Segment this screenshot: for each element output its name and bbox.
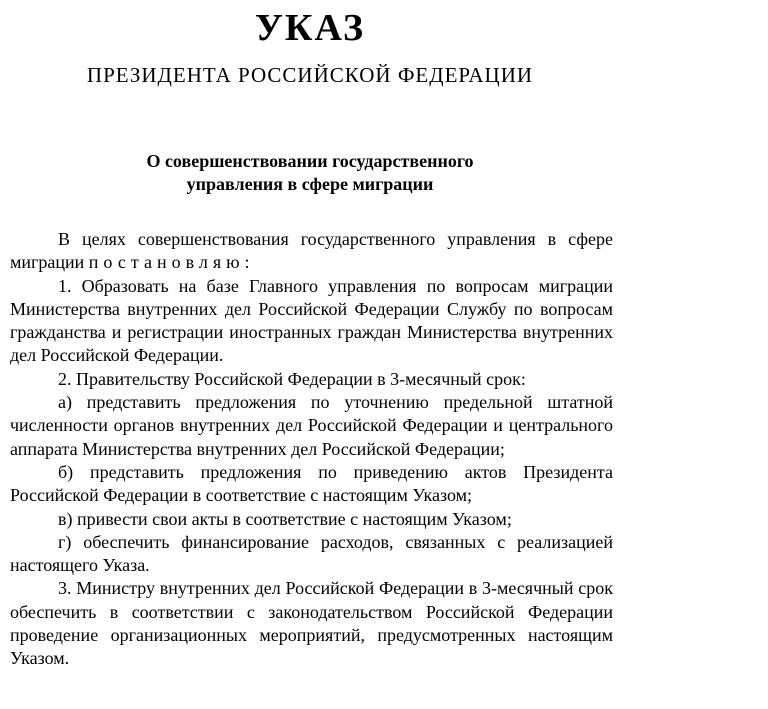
decree-heading [0, 150, 620, 196]
decree-word: постановляю: [88, 252, 255, 273]
paragraph-2: 2. Правительству Российской Федерации в 3-месячный срок: [58, 368, 526, 389]
document-title: УКАЗ [255, 7, 365, 49]
decree-body [10, 228, 613, 671]
paragraph-1: 1. Образовать на базе Главного управления по вопросам миграции Министерства внутренних дел Российской Федерации Службу по вопросам гражданства и регистрации иностранных граждан Министерства внутренних дел Российской Федерации. [10, 275, 613, 366]
paragraph-2g: г) обеспечить финансирование расходов, связанных с реализацией настоящего Указа. [10, 531, 613, 576]
document-subtitle: ПРЕЗИДЕНТА РОССИЙСКОЙ ФЕДЕРАЦИИ [86, 63, 534, 87]
paragraph-2a: а) представить предложения по уточнению предельной штатной численности органов внутренних дел Российской Федерации и центрального аппарата Министерства внутренних дел Российской Федерации; [10, 392, 613, 459]
intro-paragraph [10, 228, 613, 275]
decree-heading-line-1: О совершенствовании государственного [146, 151, 474, 171]
decree-heading-line-2: управления в сфере миграции [186, 174, 434, 194]
paragraph-2b: б) представить предложения по приведению актов Президента Российской Федерации в соответствие с настоящим Указом; [10, 461, 613, 506]
paragraph-3: 3. Министру внутренних дел Российской Федерации в 3-месячный срок обеспечить в соответствии с законодательством Российской Федерации проведение организационных мероприятий, предусмотренных настоящим Указом. [10, 578, 613, 669]
paragraph-2v: в) привести свои акты в соответствие с настоящим Указом; [58, 508, 512, 529]
intro-text: В целях совершенствования государственного управления в сфере миграции [10, 229, 613, 273]
